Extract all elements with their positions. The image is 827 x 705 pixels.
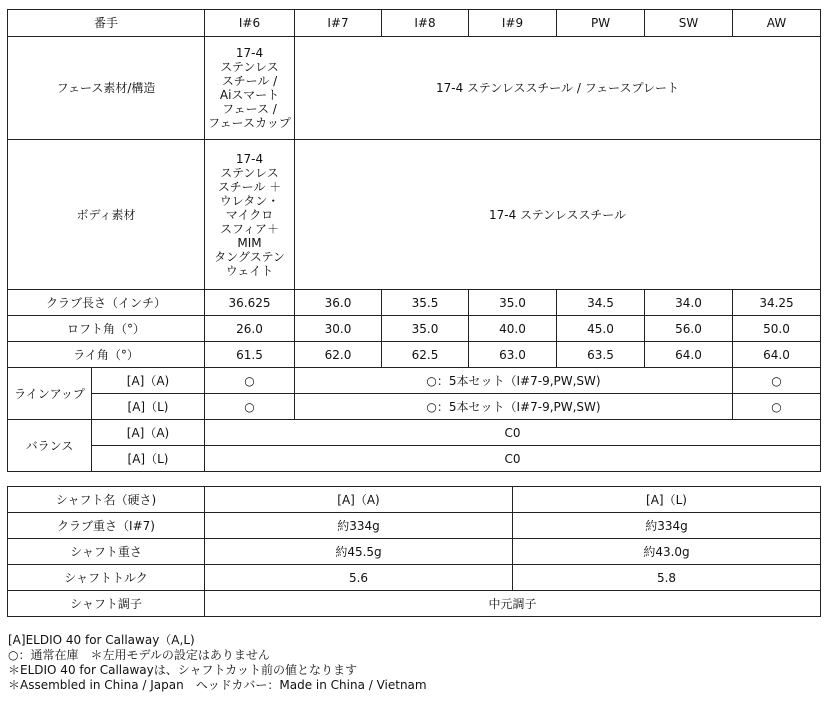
shaft-value-a: 約334g bbox=[205, 513, 513, 539]
lie-value: 64.0 bbox=[733, 342, 821, 368]
face-rest: 17-4 ステンレススチール / フェースプレート bbox=[295, 37, 821, 140]
body-i6-line: MIM bbox=[237, 235, 262, 250]
shaft-row-label: クラブ重さ（I#7) bbox=[8, 513, 205, 539]
balance-label: バランス bbox=[8, 420, 92, 472]
face-i6-line: 17-4 bbox=[235, 46, 264, 60]
shaft-value-a: [A]（A) bbox=[205, 487, 513, 513]
body-i6-line: ウレタン・ bbox=[219, 193, 280, 208]
body-i6-line: ステンレス bbox=[220, 165, 279, 180]
body-i6-line: マイクロ bbox=[225, 207, 274, 222]
body-i6-line: スチール ＋ bbox=[217, 179, 282, 194]
lineup-label: ラインアップ bbox=[8, 368, 92, 420]
spec-table bbox=[7, 9, 821, 472]
length-value: 34.25 bbox=[733, 290, 821, 316]
shaft-table bbox=[7, 486, 821, 617]
footnote: ＊ELDIO 40 for Callawayは、シャフトカット前の値となります bbox=[8, 663, 358, 677]
body-i6-line: タングステン bbox=[214, 249, 285, 264]
face-i6 bbox=[205, 37, 295, 140]
face-i6-line: フェースカップ bbox=[208, 116, 291, 130]
lie-value: 63.0 bbox=[469, 342, 557, 368]
length-value: 36.0 bbox=[295, 290, 382, 316]
shaft-weight-row bbox=[8, 539, 821, 565]
length-value: 35.0 bbox=[469, 290, 557, 316]
lie-value: 61.5 bbox=[205, 342, 295, 368]
balance-sub: [A]（A) bbox=[92, 420, 205, 446]
lie-value: 63.5 bbox=[557, 342, 645, 368]
footnote: [A]ELDIO 40 for Callaway（A,L) bbox=[8, 633, 195, 647]
shaft-value-l: 約334g bbox=[513, 513, 821, 539]
header-col-sw: SW bbox=[645, 10, 733, 37]
shaft-value-l: 5.8 bbox=[513, 565, 821, 591]
body-rest: 17-4 ステンレススチール bbox=[295, 140, 821, 290]
balance-row-a bbox=[8, 420, 821, 446]
body-i6 bbox=[205, 140, 295, 290]
body-row bbox=[8, 140, 821, 290]
lineup-set: ○：5本セット（I#7-9,PW,SW) bbox=[295, 368, 733, 394]
face-label: フェース素材/構造 bbox=[8, 37, 205, 140]
loft-value: 35.0 bbox=[382, 316, 469, 342]
loft-row bbox=[8, 316, 821, 342]
length-label: クラブ長さ（インチ） bbox=[8, 290, 205, 316]
shaft-kick-value: 中元調子 bbox=[205, 591, 821, 617]
loft-value: 40.0 bbox=[469, 316, 557, 342]
header-col-aw: AW bbox=[733, 10, 821, 37]
header-col-i6: I#6 bbox=[205, 10, 295, 37]
loft-label: ロフト角（°） bbox=[8, 316, 205, 342]
header-row bbox=[8, 10, 821, 37]
footnotes bbox=[8, 633, 818, 693]
lineup-i6: ○ bbox=[205, 368, 295, 394]
shaft-value-a: 5.6 bbox=[205, 565, 513, 591]
length-value: 36.625 bbox=[205, 290, 295, 316]
loft-value: 30.0 bbox=[295, 316, 382, 342]
body-i6-line: ウェイト bbox=[225, 263, 274, 278]
balance-value: C0 bbox=[205, 446, 821, 472]
lineup-i6: ○ bbox=[205, 394, 295, 420]
club-weight-row bbox=[8, 513, 821, 539]
loft-value: 50.0 bbox=[733, 316, 821, 342]
shaft-value-l: [A]（L) bbox=[513, 487, 821, 513]
balance-value: C0 bbox=[205, 420, 821, 446]
lineup-set: ○：5本セット（I#7-9,PW,SW) bbox=[295, 394, 733, 420]
length-value: 34.5 bbox=[557, 290, 645, 316]
shaft-row-label: シャフト重さ bbox=[8, 539, 205, 565]
shaft-value-a: 約45.5g bbox=[205, 539, 513, 565]
balance-row-l bbox=[8, 446, 821, 472]
face-i6-line: フェース / bbox=[222, 102, 277, 116]
body-i6-line: スフィア＋ bbox=[219, 221, 280, 236]
lie-label: ライ角（°） bbox=[8, 342, 205, 368]
header-col-i7: I#7 bbox=[295, 10, 382, 37]
lineup-aw: ○ bbox=[733, 394, 821, 420]
shaft-kick-row bbox=[8, 591, 821, 617]
length-value: 34.0 bbox=[645, 290, 733, 316]
shaft-row-label: シャフト名（硬さ) bbox=[8, 487, 205, 513]
footnote: ○：通常在庫 ＊左用モデルの設定はありません bbox=[8, 648, 270, 662]
body-label: ボディ素材 bbox=[8, 140, 205, 290]
lie-value: 62.5 bbox=[382, 342, 469, 368]
loft-value: 56.0 bbox=[645, 316, 733, 342]
shaft-torque-row bbox=[8, 565, 821, 591]
loft-value: 26.0 bbox=[205, 316, 295, 342]
loft-value: 45.0 bbox=[557, 316, 645, 342]
lineup-row-a bbox=[8, 368, 821, 394]
face-i6-line: スチール / bbox=[221, 74, 278, 88]
lie-row bbox=[8, 342, 821, 368]
face-i6-line: Aiスマート bbox=[219, 88, 280, 102]
lie-value: 62.0 bbox=[295, 342, 382, 368]
length-value: 35.5 bbox=[382, 290, 469, 316]
footnote: ＊Assembled in China / Japan ヘッドカバー：Made in China / Vietnam bbox=[8, 678, 427, 692]
lineup-sub: [A]（A) bbox=[92, 368, 205, 394]
shaft-row-label: シャフトトルク bbox=[8, 565, 205, 591]
lineup-aw: ○ bbox=[733, 368, 821, 394]
length-row bbox=[8, 290, 821, 316]
lie-value: 64.0 bbox=[645, 342, 733, 368]
header-col-i9: I#9 bbox=[469, 10, 557, 37]
shaft-row-label: シャフト調子 bbox=[8, 591, 205, 617]
lineup-row-l bbox=[8, 394, 821, 420]
header-col-pw: PW bbox=[557, 10, 645, 37]
face-i6-line: ステンレス bbox=[220, 60, 279, 74]
body-i6-line: 17-4 bbox=[235, 151, 264, 166]
shaft-name-row bbox=[8, 487, 821, 513]
header-label: 番手 bbox=[8, 10, 205, 37]
face-row bbox=[8, 37, 821, 140]
lineup-sub: [A]（L) bbox=[92, 394, 205, 420]
shaft-value-l: 約43.0g bbox=[513, 539, 821, 565]
header-col-i8: I#8 bbox=[382, 10, 469, 37]
balance-sub: [A]（L) bbox=[92, 446, 205, 472]
